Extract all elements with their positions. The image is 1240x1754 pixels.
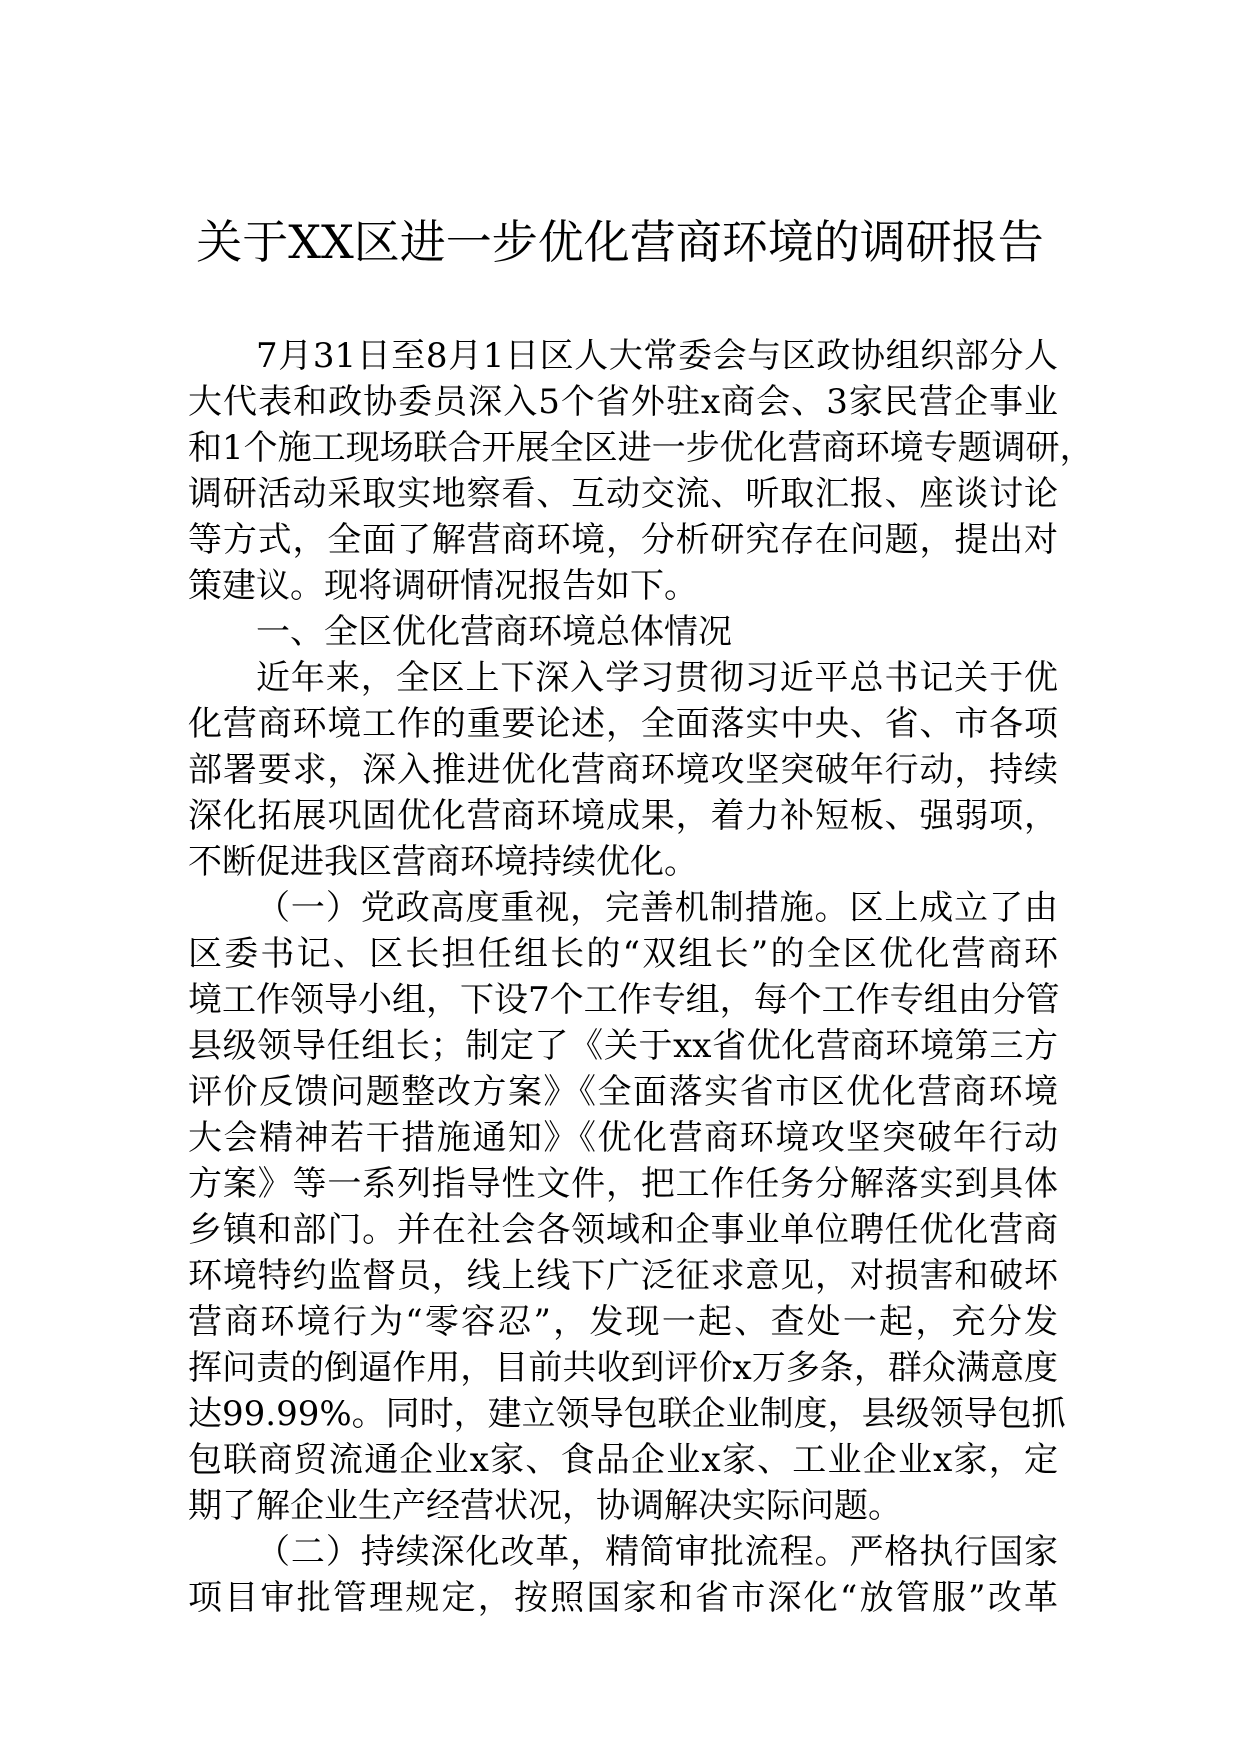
body-line: 等方式，全面了解营商环境，分析研究存在问题，提出对 — [188, 520, 1058, 560]
body-line: 项目审批管理规定，按照国家和省市深化“放管服”改革 — [188, 1578, 1058, 1618]
document-body — [188, 333, 1094, 1621]
body-line: 部署要求，深入推进优化营商环境攻坚突破年行动，持续 — [188, 750, 1058, 790]
body-line: 挥问责的倒逼作用，目前共收到评价x万多条，群众满意度 — [188, 1348, 1058, 1388]
body-line: 策建议。现将调研情况报告如下。 — [188, 566, 698, 606]
body-line: 调研活动采取实地察看、互动交流、听取汇报、座谈讨论 — [188, 474, 1058, 514]
body-line: 县级领导任组长；制定了《关于xx省优化营商环境第三方 — [188, 1026, 1058, 1066]
body-line: 大代表和政协委员深入5个省外驻x商会、3家民营企事业 — [188, 382, 1058, 422]
body-line: 7月31日至8月1日区人大常委会与区政协组织部分人 — [256, 336, 1058, 376]
body-line: 包联商贸流通企业x家、食品企业x家、工业企业x家，定 — [188, 1440, 1058, 1480]
body-line: 化营商环境工作的重要论述，全面落实中央、省、市各项 — [188, 704, 1058, 744]
body-line: 近年来，全区上下深入学习贯彻习近平总书记关于优 — [256, 658, 1058, 698]
body-line: 深化拓展巩固优化营商环境成果，着力补短板、强弱项， — [188, 796, 1058, 836]
body-line: 区委书记、区长担任组长的“双组长”的全区优化营商环 — [188, 934, 1058, 974]
body-line: （一）党政高度重视，完善机制措施。区上成立了由 — [256, 888, 1058, 928]
body-line: 方案》等一系列指导性文件，把工作任务分解落实到具体 — [188, 1164, 1058, 1204]
body-line: 大会精神若干措施通知》《优化营商环境攻坚突破年行动 — [188, 1118, 1058, 1158]
body-line: 评价反馈问题整改方案》《全面落实省市区优化营商环境 — [188, 1072, 1058, 1112]
body-line: 乡镇和部门。并在社会各领域和企事业单位聘任优化营商 — [188, 1210, 1058, 1250]
body-line: 环境特约监督员，线上线下广泛征求意见，对损害和破坏 — [188, 1256, 1058, 1296]
body-line: （二）持续深化改革，精简审批流程。严格执行国家 — [256, 1532, 1058, 1572]
body-line: 营商环境行为“零容忍”，发现一起、查处一起，充分发 — [188, 1302, 1058, 1342]
body-line: 期了解企业生产经营状况，协调解决实际问题。 — [188, 1486, 902, 1526]
body-line: 达99.99%。同时，建立领导包联企业制度，县级领导包抓 — [188, 1394, 1066, 1434]
body-line: 境工作领导小组，下设7个工作专组，每个工作专组由分管 — [188, 980, 1060, 1020]
body-line: 一、全区优化营商环境总体情况 — [256, 612, 732, 652]
body-line: 和1个施工现场联合开展全区进一步优化营商环境专题调研， — [188, 428, 1094, 468]
document-title: 关于XX区进一步优化营商环境的调研报告 — [196, 215, 1044, 269]
body-line: 不断促进我区营商环境持续优化。 — [188, 842, 698, 882]
